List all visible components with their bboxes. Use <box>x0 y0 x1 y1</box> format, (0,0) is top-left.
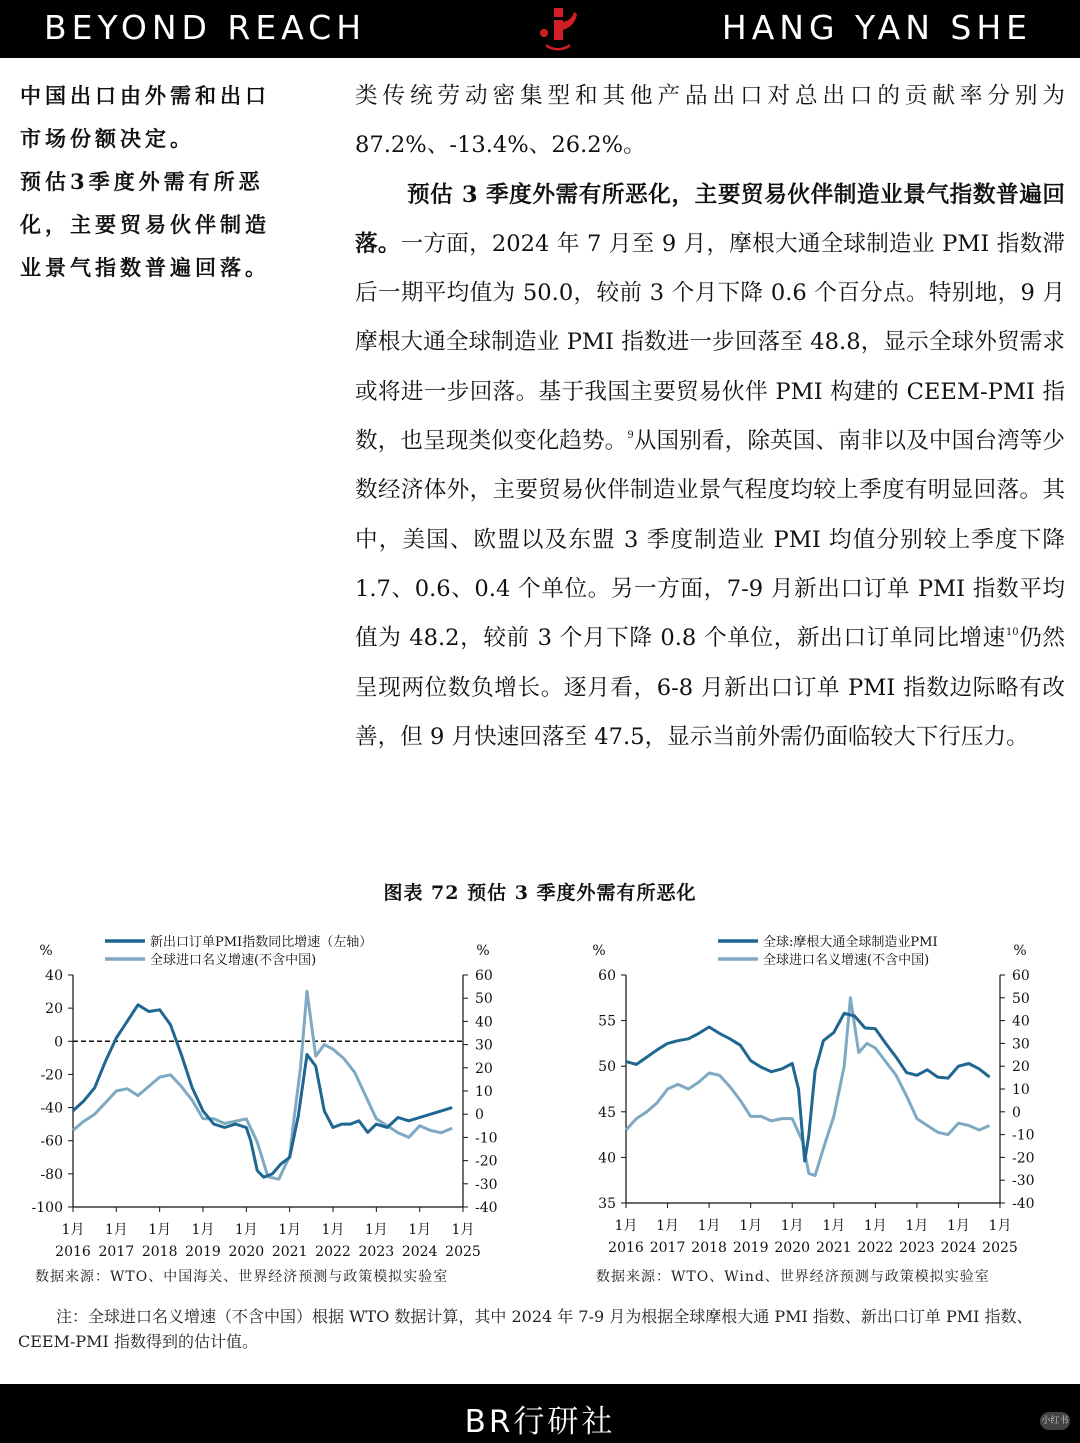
footer-brand: BR行研社 <box>464 1404 616 1440</box>
figure-title: 图表 72 预估 3 季度外需有所恶化 <box>383 882 697 904</box>
x-tick-month-label: 1月 <box>191 1222 215 1238</box>
x-tick-year-label: 2018 <box>141 1244 178 1260</box>
right-tick-label: -20 <box>475 1153 498 1170</box>
right-tick-label: 40 <box>1012 1013 1030 1030</box>
sidebar-summary <box>20 74 280 289</box>
right-tick-label: -20 <box>1012 1150 1035 1167</box>
x-tick-month-label: 1月 <box>822 1218 846 1234</box>
x-tick-month-label: 1月 <box>656 1218 680 1234</box>
x-tick-month-label: 1月 <box>278 1222 302 1238</box>
left-tick-label: 40 <box>598 1150 616 1167</box>
right-tick-label: 30 <box>475 1037 493 1054</box>
left-tick-label: 55 <box>598 1013 616 1030</box>
right-tick-label: 20 <box>1012 1059 1030 1076</box>
x-tick-month-label: 1月 <box>988 1218 1012 1234</box>
x-tick-year-label: 2016 <box>608 1240 644 1256</box>
brand-left: BEYOND REACH <box>44 8 367 47</box>
right-tick-label: -10 <box>1012 1127 1035 1144</box>
figure-note <box>18 1304 1068 1354</box>
left-tick-label: -100 <box>31 1200 63 1216</box>
legend-label-0: 新出口订单PMI指数同比增速（左轴） <box>150 935 373 950</box>
left-tick-label: 60 <box>598 968 616 984</box>
x-tick-year-label: 2024 <box>940 1240 977 1256</box>
x-tick-year-label: 2024 <box>401 1244 438 1260</box>
x-tick-month-label: 1月 <box>408 1222 432 1238</box>
right-tick-label: 50 <box>475 991 493 1008</box>
source-right: 数据来源：WTO、Wind、世界经济预测与政策模拟实验室 <box>596 1269 990 1285</box>
x-tick-year-label: 2020 <box>774 1240 811 1256</box>
legend-label-1: 全球进口名义增速(不含中国) <box>150 953 317 968</box>
paragraph-2-text-b: 从国别看，除英国、南非以及中国台湾等少数经济体外，主要贸易伙伴制造业景气程度均较上季度有明显回落。其中，美国、欧盟以及东盟 3 季度制造业 PMI 均值分别较上季度下降 1.7、0.6、0.4 个单位。另一方面，7-9 月新出口订单 PMI 指数平均值为 48.2，较前 3 个月下降 0.8 个单位，新出口订单同比增速 <box>355 428 1066 652</box>
right-tick-label: 20 <box>475 1060 493 1077</box>
legend-label-1: 全球进口名义增速(不含中国) <box>763 953 930 968</box>
x-tick-year-label: 2016 <box>55 1244 91 1260</box>
left-tick-label: 50 <box>598 1059 616 1076</box>
right-tick-label: 10 <box>475 1084 493 1100</box>
x-tick-year-label: 2017 <box>98 1244 135 1260</box>
footnote-10[interactable]: 10 <box>1005 627 1019 639</box>
paragraph-2-text-a: 一方面，2024 年 7 月至 9 月，摩根大通全球制造业 PMI 指数滞后一期平均值为 50.0，较前 3 个月下降 0.6 个百分点。特别地，9 月摩根大通全球制造业 PMI 指数进一步回落至 48.8，显示全球外贸需求或将进一步回落。基于我国主要贸易伙伴 PMI 构建的 CEEM-PMI 指数，也呈现类似变化趋势。 <box>355 230 1065 455</box>
x-tick-month-label: 1月 <box>104 1222 128 1238</box>
right-tick-label: -10 <box>475 1130 498 1147</box>
left-tick-label: 20 <box>45 1001 63 1018</box>
right-tick-label: -40 <box>1012 1196 1035 1212</box>
bottom-banner <box>0 1384 1080 1443</box>
right-tick-label: 10 <box>1012 1082 1030 1098</box>
x-tick-year-label: 2021 <box>815 1240 852 1256</box>
x-tick-year-label: 2020 <box>228 1244 265 1260</box>
x-tick-month-label: 1月 <box>946 1218 970 1234</box>
body-text <box>355 72 1065 762</box>
x-tick-month-label: 1月 <box>614 1218 638 1234</box>
brand-logo-icon <box>536 6 580 52</box>
x-tick-month-label: 1月 <box>61 1222 85 1238</box>
brand-right: HANG YAN SHE <box>721 8 1032 47</box>
left-tick-label: -80 <box>40 1166 63 1183</box>
left-tick-label: 0 <box>54 1034 63 1051</box>
right-tick-label: 60 <box>475 968 493 984</box>
watermark-badge: 小红书 <box>1040 1412 1070 1430</box>
right-tick-label: 0 <box>1012 1104 1021 1121</box>
figure-note-text: 注：全球进口名义增速（不含中国）根据 WTO 数据计算，其中 2024 年 7-9 月为根据全球摩根大通 PMI 指数、新出口订单 PMI 指数、CEEM-PMI 指数得到的估计值。 <box>18 1307 1033 1351</box>
x-tick-year-label: 2025 <box>445 1244 481 1260</box>
x-tick-year-label: 2021 <box>271 1244 308 1260</box>
left-axis-unit: % <box>39 943 53 959</box>
x-tick-year-label: 2018 <box>691 1240 727 1256</box>
right-tick-label: 0 <box>475 1107 484 1124</box>
left-tick-label: 45 <box>598 1104 616 1121</box>
chart-right <box>568 925 1068 1265</box>
right-axis-unit: % <box>476 943 490 959</box>
x-tick-month-label: 1月 <box>697 1218 721 1234</box>
x-tick-month-label: 1月 <box>739 1218 763 1234</box>
x-tick-month-label: 1月 <box>234 1222 258 1238</box>
left-tick-label: -60 <box>40 1133 63 1150</box>
x-tick-month-label: 1月 <box>863 1218 887 1234</box>
right-axis-unit: % <box>1013 943 1027 959</box>
left-tick-label: 40 <box>45 968 63 984</box>
x-tick-year-label: 2022 <box>857 1240 894 1256</box>
footnote-9[interactable]: 9 <box>627 430 634 442</box>
x-tick-month-label: 1月 <box>148 1222 172 1238</box>
paragraph-2-bold: 预估 3 季度外需有所恶化，主要贸易伙伴制造业景气指数普遍回落。 <box>355 181 1065 257</box>
x-tick-month-label: 1月 <box>451 1222 475 1238</box>
paragraph-1: 类传统劳动密集型和其他产品出口对总出口的贡献率分别为87.2%、-13.4%、26.2%。 <box>355 83 1065 159</box>
chart-left <box>10 925 530 1265</box>
x-tick-year-label: 2017 <box>649 1240 686 1256</box>
chart-left-svg <box>10 925 530 1265</box>
sidebar-summary-1: 中国出口由外需和出口市场份额决定。 <box>20 83 270 151</box>
right-tick-label: -40 <box>475 1200 498 1216</box>
paragraph-2-text-c: 仍然呈现两位数负增长。逐月看，6-8 月新出口订单 PMI 指数边际略有改善，但 9 月快速回落至 47.5，显示当前外需仍面临较大下行压力。 <box>355 625 1065 750</box>
right-tick-label: 30 <box>1012 1036 1030 1053</box>
x-tick-year-label: 2023 <box>899 1240 935 1256</box>
right-tick-label: -30 <box>475 1176 498 1193</box>
left-axis-unit: % <box>592 943 606 959</box>
source-left: 数据来源：WTO、中国海关、世界经济预测与政策模拟实验室 <box>35 1269 449 1285</box>
right-tick-label: 50 <box>1012 990 1030 1007</box>
paragraph-2 <box>355 171 1065 763</box>
x-tick-year-label: 2019 <box>732 1240 769 1256</box>
x-tick-month-label: 1月 <box>780 1218 804 1234</box>
sidebar-summary-2: 预估3季度外需有所恶化，主要贸易伙伴制造业景气指数普遍回落。 <box>20 169 270 280</box>
x-tick-year-label: 2019 <box>185 1244 221 1260</box>
x-tick-year-label: 2025 <box>982 1240 1018 1256</box>
x-tick-year-label: 2022 <box>315 1244 351 1260</box>
right-tick-label: 60 <box>1012 968 1030 984</box>
right-tick-label: 40 <box>475 1014 493 1031</box>
x-tick-month-label: 1月 <box>905 1218 929 1234</box>
legend-label-0: 全球:摩根大通全球制造业PMI <box>763 935 938 950</box>
top-banner <box>0 0 1080 58</box>
x-tick-year-label: 2023 <box>358 1244 395 1260</box>
chart-right-svg <box>568 925 1068 1265</box>
x-tick-month-label: 1月 <box>321 1222 345 1238</box>
left-tick-label: -40 <box>40 1100 63 1117</box>
right-tick-label: -30 <box>1012 1173 1035 1190</box>
x-tick-month-label: 1月 <box>364 1222 388 1238</box>
left-tick-label: -20 <box>40 1067 63 1084</box>
left-tick-label: 35 <box>598 1196 616 1212</box>
